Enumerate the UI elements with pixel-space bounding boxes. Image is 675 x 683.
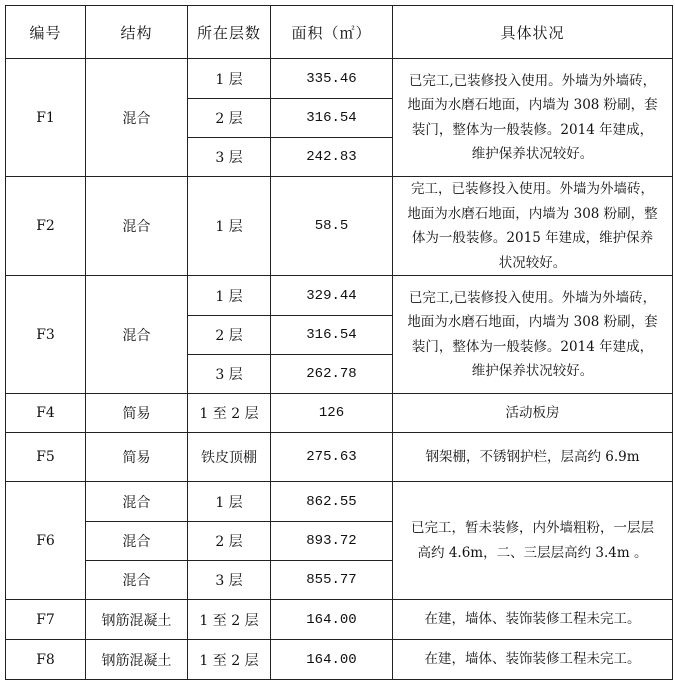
row-floor: 1 至 2 层 [188, 600, 271, 640]
row-area: 126 [271, 394, 393, 433]
row-area: 335.46 [271, 59, 393, 99]
status-line: 地面为水磨石地面，内墙为 308 粉刷，套 [407, 97, 658, 113]
row-floor: 2 层 [188, 316, 271, 355]
row-floor: 1 层 [188, 177, 271, 276]
row-area: 275.63 [271, 433, 393, 482]
status-line: 维护保养状况较好。 [471, 146, 594, 162]
row-status: 在建，墙体、装饰装修工程未完工。 [393, 600, 673, 640]
row-area: 164.00 [271, 640, 393, 680]
status-line: 已完工，暂未装修，内外墙粗粉，一层层 [411, 520, 654, 536]
row-structure: 混合 [86, 177, 188, 276]
status-line: 装门，整体为一般装修。2014 年建成， [411, 121, 654, 138]
row-floor: 1 至 2 层 [188, 394, 271, 433]
status-line: 体为一般装修。2015 年建成，维护保养 [411, 230, 654, 246]
table-row [6, 177, 673, 276]
row-area: 855.77 [271, 561, 393, 600]
header-area: 面积（㎡） [271, 6, 393, 59]
row-id: F5 [6, 433, 86, 482]
row-status [393, 59, 673, 177]
row-structure: 混合 [86, 482, 188, 522]
row-floor: 3 层 [188, 138, 271, 177]
row-structure: 简易 [86, 433, 188, 482]
row-area: 862.55 [271, 482, 393, 522]
row-status [393, 177, 673, 276]
row-area: 164.00 [271, 600, 393, 640]
row-status [393, 276, 673, 394]
row-area: 316.54 [271, 99, 393, 138]
row-floor: 1 层 [188, 276, 271, 316]
table-row [6, 433, 673, 482]
row-floor: 1 至 2 层 [188, 640, 271, 680]
status-line: 维护保养状况较好。 [471, 363, 594, 379]
row-area: 329.44 [271, 276, 393, 316]
row-id: F1 [6, 59, 86, 177]
table-row [6, 276, 673, 316]
table-row [6, 59, 673, 99]
row-status: 活动板房 [393, 394, 673, 433]
row-floor: 1 层 [188, 482, 271, 522]
table-row [6, 482, 673, 522]
status-line: 地面为水磨石地面，内墙为 308 粉刷，整 [407, 205, 658, 222]
row-floor: 3 层 [188, 355, 271, 394]
header-floors: 所在层数 [188, 6, 271, 59]
row-floor: 2 层 [188, 522, 271, 561]
row-structure: 混合 [86, 522, 188, 561]
row-id: F8 [6, 640, 86, 680]
header-row [6, 6, 673, 59]
row-id: F2 [6, 177, 86, 276]
status-line: 状况较好。 [498, 254, 567, 271]
table-row [6, 640, 673, 680]
status-line: 完工，已装修投入使用。外墙为外墙砖， [411, 181, 654, 197]
header-status: 具体状况 [393, 6, 673, 59]
row-area: 316.54 [271, 316, 393, 355]
status-line: 高约 4.6m，二、三层层高约 3.4m 。 [417, 544, 648, 561]
row-area: 893.72 [271, 522, 393, 561]
row-status: 在建，墙体、装饰装修工程未完工。 [393, 640, 673, 680]
row-status: 钢架棚，不锈钢护栏，层高约 6.9m [393, 433, 673, 482]
table-row [6, 394, 673, 433]
status-line: 装门，整体为一般装修。2014 年建成， [411, 338, 654, 355]
building-table [5, 5, 673, 680]
row-floor: 2 层 [188, 99, 271, 138]
row-id: F7 [6, 600, 86, 640]
row-floor: 1 层 [188, 59, 271, 99]
row-area: 262.78 [271, 355, 393, 394]
status-line: 已完工,已装修投入使用。外墙为外墙砖， [408, 289, 657, 306]
row-structure: 混合 [86, 276, 188, 394]
row-structure: 钢筋混凝土 [86, 640, 188, 680]
row-structure: 混合 [86, 561, 188, 600]
status-line: 地面为水磨石地面，内墙为 308 粉刷，套 [407, 314, 658, 330]
row-id: F6 [6, 482, 86, 600]
row-status [393, 482, 673, 600]
row-structure: 钢筋混凝土 [86, 600, 188, 640]
row-floor: 铁皮顶棚 [188, 433, 271, 482]
table-row [6, 600, 673, 640]
row-structure: 混合 [86, 59, 188, 177]
row-area: 242.83 [271, 138, 393, 177]
row-id: F4 [6, 394, 86, 433]
row-structure: 简易 [86, 394, 188, 433]
row-floor: 3 层 [188, 561, 271, 600]
header-structure: 结构 [86, 6, 188, 59]
header-id: 编号 [6, 6, 86, 59]
status-line: 已完工,已装修投入使用。外墙为外墙砖， [408, 72, 657, 89]
row-id: F3 [6, 276, 86, 394]
row-area: 58.5 [271, 177, 393, 276]
